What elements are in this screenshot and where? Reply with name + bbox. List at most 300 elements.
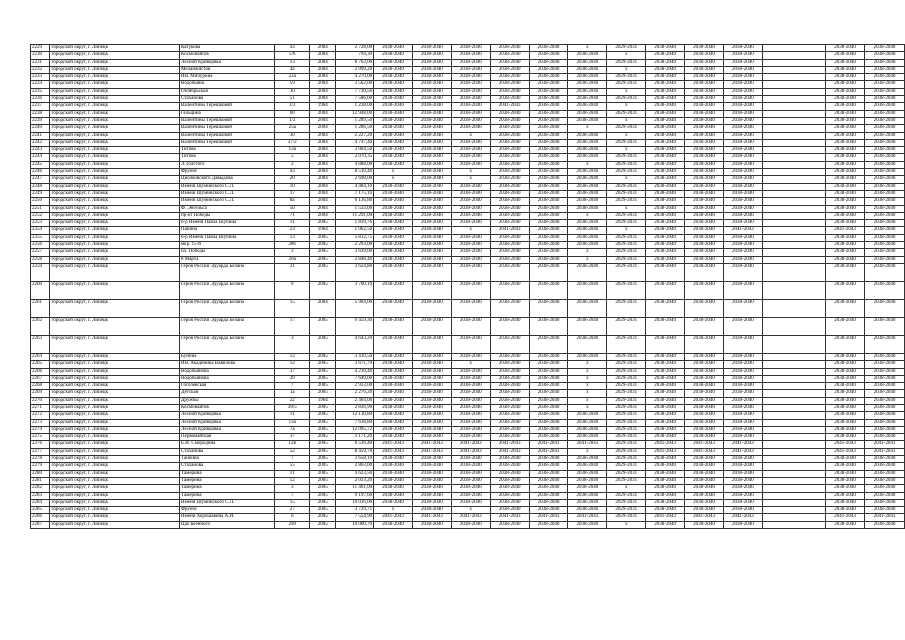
housing-repair-schedule-table [30,44,905,529]
cell-period-7: x [607,521,646,528]
cell-area: 2 227,20 [336,132,374,139]
cell-period-12: 2038-2040 [864,220,904,227]
cell-area: 6 136,80 [336,198,374,205]
cell-house-number: 22 [275,397,310,404]
cell-period-5: 2038-2040 [529,125,568,132]
cell-period-1: 2038-2040 [374,161,413,168]
cell-blank-column [762,477,825,484]
cell-house-number: 37 [275,368,310,375]
cell-house-number: 8а [275,198,310,205]
cell-row-number: 2259 [31,263,50,281]
cell-period-6: 2038-2040 [568,169,607,176]
cell-period-7: 2029-2031 [607,256,646,263]
cell-house-number: 31 [275,263,310,281]
cell-period-9: 2038-2040 [685,103,724,110]
cell-period-3: 2038-2040 [451,404,490,411]
cell-period-8: 2038-2040 [646,242,685,249]
cell-period-2: 2038-2040 [412,256,451,263]
cell-period-1: 2038-2040 [374,59,413,66]
cell-period-6: 2038-2040 [568,281,607,299]
cell-period-3: 2038-2040 [451,96,490,103]
cell-area: 4 210,40 [336,368,374,375]
cell-period-12: 2038-2040 [864,45,904,52]
table-row [31,103,905,110]
cell-period-6: 2038-2040 [568,335,607,353]
cell-period-5: 2038-2040 [529,110,568,117]
cell-period-9: 2038-2040 [685,110,724,117]
cell-period-7: x [607,52,646,59]
table-row [31,485,905,492]
cell-period-10: 2038-2040 [723,117,762,124]
cell-period-6: 2038-2040 [568,190,607,197]
cell-house-number: 25а [275,125,310,132]
cell-period-3: 2038-2040 [451,470,490,477]
cell-street: Стаханова [180,96,275,103]
cell-period-4: 2038-2040 [490,139,529,146]
cell-house-number: 13а [275,419,310,426]
cell-period-9: 2038-2040 [685,161,724,168]
table-row [31,132,905,139]
cell-row-number: 2246 [31,169,50,176]
cell-period-11: 2038-2040 [826,161,865,168]
cell-period-1: 2038-2040 [374,249,413,256]
cell-period-7: x [607,132,646,139]
cell-house-number: 3/3 [275,103,310,110]
cell-period-9: 2038-2040 [685,412,724,419]
table-row [31,117,905,124]
cell-municipality: городской округ, г. Липецк [50,412,180,419]
cell-street: Цао военного [180,521,275,528]
cell-period-5: 2038-2040 [529,281,568,299]
table-body [31,45,905,529]
cell-street: пл. Победы [180,249,275,256]
cell-area: 10 000,70 [336,521,374,528]
cell-row-number: 2236 [31,96,50,103]
cell-house-number: 12 [275,477,310,484]
cell-period-12: 2038-2040 [864,463,904,470]
cell-area: 3 624,80 [336,263,374,281]
cell-period-1: 2038-2040 [374,190,413,197]
cell-period-3: 2038-2040 [451,198,490,205]
cell-period-7: 2029-2031 [607,368,646,375]
cell-period-3: 2038-2040 [451,205,490,212]
cell-period-9: 2038-2040 [685,353,724,360]
cell-period-5: 2038-2040 [529,412,568,419]
cell-area: 12 948,00 [336,110,374,117]
cell-municipality: городской округ, г. Липецк [50,81,180,88]
cell-period-3: 2041-2043 [451,441,490,448]
table-row [31,242,905,249]
cell-period-6: x [568,375,607,382]
cell-row-number: 2240 [31,125,50,132]
cell-period-2: 2038-2040 [412,190,451,197]
cell-period-1: 2038-2040 [374,477,413,484]
cell-period-11: 2038-2040 [826,183,865,190]
cell-house-number: 12 [275,361,310,368]
cell-row-number: 2252 [31,212,50,219]
cell-period-8: 2038-2040 [646,66,685,73]
cell-street: Л.Толстого [180,161,275,168]
cell-row-number: 2257 [31,249,50,256]
cell-period-4: 2038-2040 [490,368,529,375]
cell-street: Ф. Энгельса [180,205,275,212]
cell-period-7: 2029-2031 [607,139,646,146]
cell-period-5: 2038-2040 [529,383,568,390]
cell-row-number: 2268 [31,383,50,390]
cell-period-11: 2038-2040 [826,397,865,404]
cell-period-10: 2038-2040 [723,183,762,190]
cell-period-5: 2038-2040 [529,205,568,212]
cell-period-12: 2038-2040 [864,212,904,219]
cell-period-2: 2041-2043 [412,514,451,521]
cell-period-7: 2029-2031 [607,353,646,360]
cell-period-9: 2038-2040 [685,96,724,103]
cell-period-6: 2038-2040 [568,234,607,241]
cell-house-number: 51 [275,96,310,103]
cell-period-11: 2038-2040 [826,103,865,110]
cell-year: 2004 [310,88,336,95]
cell-house-number: 37 [275,434,310,441]
cell-period-7: 2029-2031 [607,477,646,484]
cell-street: Героя России Эдуарда Белана [180,281,275,299]
cell-period-6: x [568,249,607,256]
cell-period-8: 2038-2040 [646,419,685,426]
cell-period-4: 2038-2040 [490,463,529,470]
cell-street: 8 Марта [180,256,275,263]
cell-period-8: 2038-2040 [646,74,685,81]
cell-house-number: 39/5 [275,404,310,411]
cell-period-12: 2038-2040 [864,404,904,411]
cell-row-number: 2284 [31,499,50,506]
cell-period-3: 2038-2040 [451,419,490,426]
cell-period-10: 2038-2040 [723,456,762,463]
cell-street: Валентины Терешковой [180,132,275,139]
cell-period-7: 2029-2031 [607,390,646,397]
table-row [31,404,905,411]
cell-period-8: 2041-2043 [646,448,685,455]
cell-period-5: 2038-2040 [529,263,568,281]
cell-municipality: городской округ, г. Липецк [50,281,180,299]
cell-period-10: 2038-2040 [723,110,762,117]
cell-period-10: 2038-2040 [723,176,762,183]
cell-period-12: 2041-2043 [864,441,904,448]
cell-period-7: 2029-2031 [607,183,646,190]
cell-period-3: 2038-2040 [451,412,490,419]
cell-period-11: 2038-2040 [826,96,865,103]
cell-period-8: 2038-2040 [646,492,685,499]
cell-period-4: 2038-2040 [490,281,529,299]
cell-blank-column [762,441,825,448]
table-row [31,448,905,455]
cell-period-7: 2029-2031 [607,441,646,448]
cell-year: 2005 [310,375,336,382]
cell-period-2: 2038-2040 [412,242,451,249]
cell-year: 2005 [310,249,336,256]
cell-year: 2004 [310,52,336,59]
cell-period-11: 2038-2040 [826,507,865,514]
cell-municipality: городской округ, г. Липецк [50,169,180,176]
cell-period-3: 2038-2040 [451,335,490,353]
cell-period-9: 2038-2040 [685,59,724,66]
cell-period-6: 2038-2040 [568,470,607,477]
cell-period-3: 2038-2040 [451,234,490,241]
cell-period-11: 2038-2040 [826,139,865,146]
cell-period-1: 2038-2040 [374,426,413,433]
table-row [31,183,905,190]
cell-period-11: 2038-2040 [826,463,865,470]
cell-period-4: 2038-2040 [490,383,529,390]
cell-period-4: 2038-2040 [490,499,529,506]
cell-street: Октябрьская [180,88,275,95]
cell-street: Водопьяна [180,81,275,88]
cell-year: 2004 [310,59,336,66]
cell-period-2: 2038-2040 [412,249,451,256]
cell-street: Первомайская [180,434,275,441]
cell-period-9: 2038-2040 [685,125,724,132]
cell-period-8: 2038-2040 [646,52,685,59]
cell-period-4: 2038-2040 [490,45,529,52]
cell-municipality: городской округ, г. Липецк [50,353,180,360]
cell-period-5: 2038-2040 [529,404,568,411]
cell-period-2: 2038-2040 [412,132,451,139]
cell-period-9: 2038-2040 [685,434,724,441]
cell-row-number: 2258 [31,256,50,263]
cell-period-6: 2038-2040 [568,317,607,335]
cell-area: 7 554,90 [336,514,374,521]
cell-period-10: 2038-2040 [723,485,762,492]
cell-period-1: 2038-2040 [374,368,413,375]
cell-period-11: 2038-2040 [826,74,865,81]
cell-row-number: 2250 [31,198,50,205]
cell-row-number: 2262 [31,317,50,335]
cell-period-11: 2038-2040 [826,117,865,124]
cell-period-1: 2038-2040 [374,139,413,146]
cell-period-10: 2038-2040 [723,198,762,205]
cell-period-12: 2038-2040 [864,198,904,205]
cell-period-2: 2038-2040 [412,390,451,397]
cell-period-7: x [607,176,646,183]
cell-year: 2004 [310,117,336,124]
cell-period-8: 2038-2040 [646,147,685,154]
cell-period-11: 2038-2040 [826,434,865,441]
cell-period-6: 2038-2040 [568,74,607,81]
cell-street: б-р Имени Павла Шубина [180,220,275,227]
cell-period-9: 2038-2040 [685,470,724,477]
cell-period-11: 2038-2040 [826,154,865,161]
cell-period-9: 2038-2040 [685,74,724,81]
cell-row-number: 2231 [31,59,50,66]
cell-area: 8 510,40 [336,169,374,176]
cell-period-6: 2038-2040 [568,110,607,117]
cell-period-1: 2038-2040 [374,66,413,73]
cell-year: 2005 [310,404,336,411]
cell-period-1: 2041-2043 [374,448,413,455]
cell-period-5: 2038-2040 [529,147,568,154]
cell-period-8: 2038-2040 [646,317,685,335]
cell-period-7: 2029-2031 [607,190,646,197]
cell-period-10: 2038-2040 [723,521,762,528]
cell-period-9: 2038-2040 [685,368,724,375]
cell-period-9: 2038-2040 [685,299,724,317]
cell-period-8: 2038-2040 [646,412,685,419]
cell-period-4: 2038-2040 [490,256,529,263]
cell-house-number: 7 [275,383,310,390]
cell-period-8: 2038-2040 [646,212,685,219]
cell-blank-column [762,485,825,492]
cell-municipality: городской округ, г. Липецк [50,205,180,212]
cell-period-7: 2029-2031 [607,161,646,168]
cell-street: пр-кт Победы [180,212,275,219]
cell-year: 2004 [310,74,336,81]
cell-period-9: 2038-2040 [685,190,724,197]
cell-house-number: 7 [275,492,310,499]
cell-period-12: 2038-2040 [864,426,904,433]
cell-period-10: 2038-2040 [723,249,762,256]
table-row [31,492,905,499]
cell-period-5: 2038-2040 [529,470,568,477]
cell-row-number: 2235 [31,88,50,95]
cell-blank-column [762,154,825,161]
cell-period-5: 2038-2040 [529,96,568,103]
cell-period-9: 2038-2040 [685,404,724,411]
cell-period-12: 2038-2040 [864,419,904,426]
cell-blank-column [762,463,825,470]
cell-house-number: 17 [275,317,310,335]
cell-year: 2005 [310,492,336,499]
cell-area: 3 004,50 [336,147,374,154]
cell-period-11: 2038-2040 [826,249,865,256]
cell-period-8: 2041-2043 [646,441,685,448]
cell-period-2: 2038-2040 [412,463,451,470]
cell-street: Лесной Кривцовка [180,426,275,433]
cell-blank-column [762,234,825,241]
table-row [31,249,905,256]
cell-period-8: 2038-2040 [646,263,685,281]
cell-municipality: городской округ, г. Липецк [50,183,180,190]
cell-blank-column [762,281,825,299]
cell-period-11: 2038-2040 [826,125,865,132]
cell-row-number: 2242 [31,139,50,146]
cell-period-3: 2038-2040 [451,183,490,190]
cell-period-4: 2038-2040 [490,59,529,66]
cell-area: 3 658,10 [336,456,374,463]
cell-blank-column [762,117,825,124]
cell-year: 2005 [310,390,336,397]
cell-period-2: 2038-2040 [412,335,451,353]
cell-period-1: 2038-2040 [374,198,413,205]
cell-municipality: городской округ, г. Липецк [50,492,180,499]
cell-period-6: x [568,383,607,390]
cell-house-number: 30 [275,132,310,139]
cell-period-4: 2038-2040 [490,299,529,317]
cell-house-number: 12 [275,353,310,360]
cell-house-number: 3 [275,249,310,256]
cell-area: 3 700,10 [336,281,374,299]
cell-blank-column [762,110,825,117]
cell-period-3: 2038-2040 [451,353,490,360]
cell-period-11: 2038-2040 [826,176,865,183]
cell-row-number: 2276 [31,441,50,448]
cell-period-2: 2038-2040 [412,212,451,219]
cell-area: 4 484,10 [336,183,374,190]
cell-period-5: 2038-2040 [529,74,568,81]
cell-period-2: 2038-2040 [412,361,451,368]
cell-blank-column [762,299,825,317]
cell-period-3: 2038-2040 [451,317,490,335]
table-row [31,59,905,66]
cell-period-6: 2038-2040 [568,242,607,249]
cell-period-10: 2038-2040 [723,281,762,299]
cell-period-9: 2038-2040 [685,390,724,397]
cell-period-7: 2029-2031 [607,317,646,335]
cell-period-10: 2038-2040 [723,335,762,353]
cell-period-8: 2038-2040 [646,190,685,197]
cell-period-11: 2038-2040 [826,390,865,397]
table-row [31,147,905,154]
cell-period-1: 2038-2040 [374,335,413,353]
cell-period-5: 2038-2040 [529,426,568,433]
cell-municipality: городской округ, г. Липецк [50,147,180,154]
cell-year: 2005 [310,470,336,477]
cell-municipality: городской округ, г. Липецк [50,448,180,455]
cell-area: 3 171,20 [336,434,374,441]
cell-period-11: 2038-2040 [826,470,865,477]
cell-period-2: 2038-2040 [412,521,451,528]
cell-period-4: 2038-2040 [490,66,529,73]
cell-period-6: 2038-2040 [568,81,607,88]
cell-period-2: 2038-2040 [412,353,451,360]
cell-period-6: x [568,161,607,168]
cell-period-10: 2038-2040 [723,353,762,360]
cell-municipality: городской округ, г. Липецк [50,390,180,397]
cell-period-3: 2038-2040 [451,154,490,161]
cell-period-8: 2038-2040 [646,335,685,353]
cell-period-7: 2029-2031 [607,434,646,441]
cell-municipality: городской округ, г. Липецк [50,125,180,132]
cell-period-9: 2038-2040 [685,456,724,463]
cell-house-number: 11 [275,470,310,477]
cell-period-5: 2038-2040 [529,88,568,95]
cell-period-5: 2038-2040 [529,227,568,234]
cell-period-12: 2038-2040 [864,176,904,183]
cell-period-7: 2029-2031 [607,507,646,514]
cell-period-8: 2038-2040 [646,299,685,317]
cell-row-number: 2270 [31,397,50,404]
cell-period-1: 2038-2040 [374,492,413,499]
cell-year: 2004 [310,66,336,73]
cell-period-12: 2038-2040 [864,161,904,168]
cell-municipality: городской округ, г. Липецк [50,477,180,484]
cell-period-7: 2029-2031 [607,45,646,52]
cell-period-3: 2041-2043 [451,448,490,455]
cell-period-10: 2038-2040 [723,169,762,176]
cell-period-7: 2029-2031 [607,412,646,419]
cell-blank-column [762,256,825,263]
cell-house-number: 59 [275,81,310,88]
cell-period-11: 2038-2040 [826,263,865,281]
cell-period-12: 2038-2040 [864,88,904,95]
cell-period-2: 2038-2040 [412,397,451,404]
cell-municipality: городской округ, г. Липецк [50,139,180,146]
cell-period-6: 2038-2040 [568,434,607,441]
cell-period-1: 2038-2040 [374,299,413,317]
cell-period-2: 2038-2040 [412,154,451,161]
cell-municipality: городской округ, г. Липецк [50,404,180,411]
cell-area: 12 130,80 [336,412,374,419]
cell-period-7: 2029-2031 [607,499,646,506]
cell-period-1: 2038-2040 [374,103,413,110]
cell-period-12: 2038-2040 [864,368,904,375]
